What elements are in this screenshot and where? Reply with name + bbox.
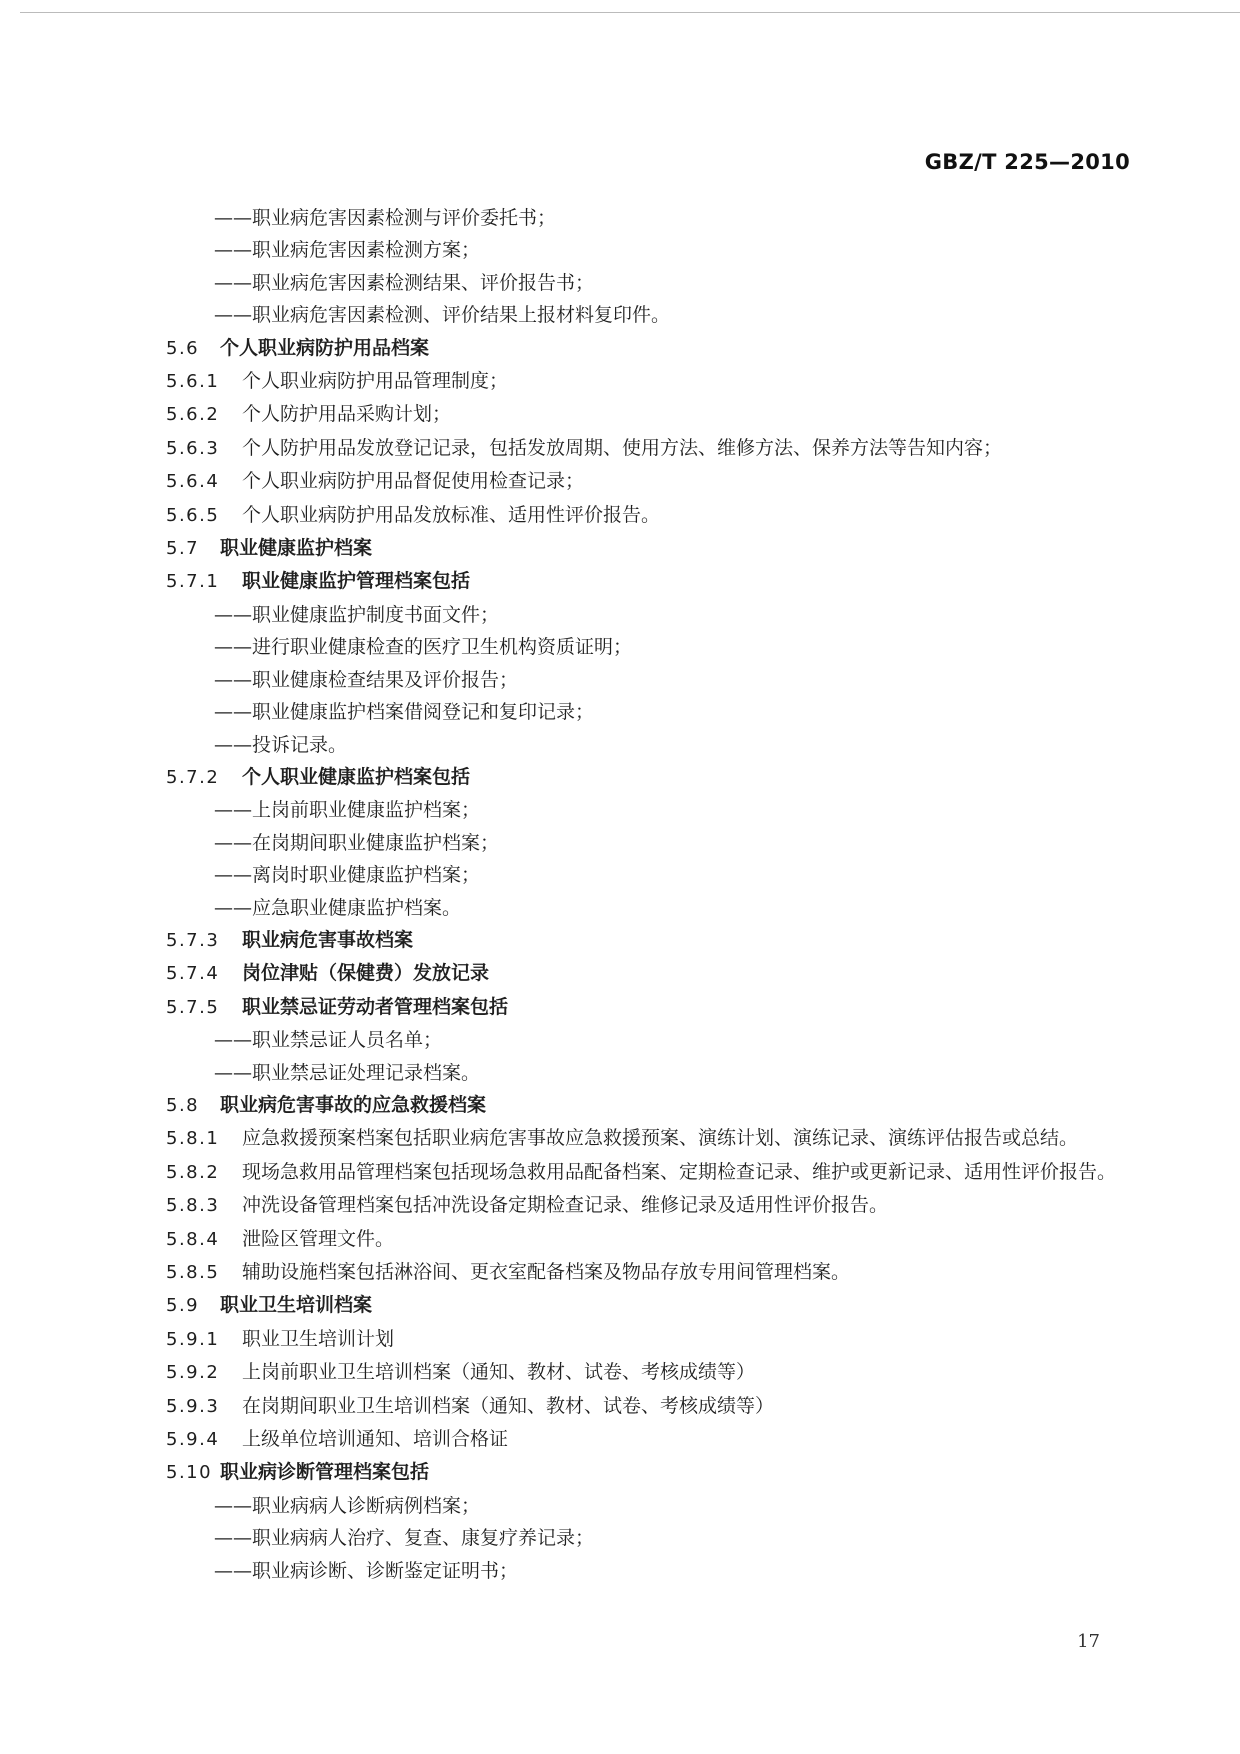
standard-code: GBZ/T 225—2010 bbox=[924, 150, 1130, 174]
list-item bbox=[166, 794, 1126, 826]
list-item bbox=[166, 599, 1126, 631]
clause-item bbox=[166, 565, 1126, 598]
list-item bbox=[166, 1490, 1126, 1522]
clause-text: 泄险区管理文件。 bbox=[242, 1227, 395, 1250]
list-item-text: ——职业健康监护制度书面文件； bbox=[214, 603, 500, 626]
clause-text: 职业病危害事故档案 bbox=[242, 928, 414, 951]
clause-number: 5.7.5 bbox=[166, 996, 220, 1018]
list-item bbox=[166, 267, 1126, 299]
clause-item bbox=[166, 1256, 1126, 1289]
clause-item bbox=[166, 1289, 1126, 1322]
clause-item bbox=[166, 532, 1126, 565]
clause-number: 5.8.1 bbox=[166, 1128, 220, 1150]
clause-text: 职业病诊断管理档案包括 bbox=[220, 1461, 430, 1484]
clause-number: 5.9.2 bbox=[166, 1362, 220, 1384]
clause-number: 5.6.4 bbox=[166, 471, 220, 493]
clause-item bbox=[166, 398, 1126, 431]
clause-number: 5.7.1 bbox=[166, 571, 220, 593]
clause-text: 个人职业病防护用品档案 bbox=[220, 336, 430, 359]
list-item-text: ——职业健康检查结果及评价报告； bbox=[214, 668, 519, 691]
clause-number: 5.10 bbox=[166, 1462, 213, 1484]
list-item bbox=[166, 299, 1126, 331]
list-item bbox=[166, 892, 1126, 924]
clause-item bbox=[166, 1323, 1126, 1356]
clause-item bbox=[166, 499, 1126, 532]
page-number: 17 bbox=[1077, 1631, 1100, 1652]
list-item bbox=[166, 859, 1126, 891]
clause-number: 5.8.3 bbox=[166, 1195, 220, 1217]
clause-text: 上岗前职业卫生培训档案（通知、教材、试卷、考核成绩等） bbox=[242, 1361, 756, 1384]
clause-text: 应急救援预案档案包括职业病危害事故应急救援预案、演练计划、演练记录、演练评估报告或总结。 bbox=[242, 1127, 1079, 1150]
list-item-text: ——在岗期间职业健康监护档案； bbox=[214, 831, 500, 854]
list-item bbox=[166, 1555, 1126, 1587]
clause-item bbox=[166, 1189, 1126, 1222]
list-item bbox=[166, 664, 1126, 696]
clause-text: 职业健康监护档案 bbox=[220, 537, 373, 560]
clause-item bbox=[166, 761, 1126, 794]
list-item-text: ——上岗前职业健康监护档案； bbox=[214, 799, 481, 822]
clause-item bbox=[166, 465, 1126, 498]
list-item bbox=[166, 234, 1126, 266]
list-item-text: ——职业病危害因素检测、评价结果上报材料复印件。 bbox=[214, 304, 671, 327]
clause-text: 在岗期间职业卫生培训档案（通知、教材、试卷、考核成绩等） bbox=[242, 1394, 775, 1417]
list-item-text: ——职业病诊断、诊断鉴定证明书； bbox=[214, 1559, 519, 1582]
list-item-text: ——职业病危害因素检测方案； bbox=[214, 239, 481, 262]
clause-number: 5.9.1 bbox=[166, 1328, 220, 1350]
clause-text: 职业健康监护管理档案包括 bbox=[242, 570, 471, 593]
clause-text: 职业卫生培训计划 bbox=[242, 1327, 395, 1350]
clause-number: 5.9 bbox=[166, 1295, 200, 1317]
clause-item bbox=[166, 1456, 1126, 1489]
clause-item bbox=[166, 332, 1126, 365]
clause-item bbox=[166, 991, 1126, 1024]
list-item-text: ——投诉记录。 bbox=[214, 733, 348, 756]
clause-text: 个人防护用品发放登记记录，包括发放周期、使用方法、维修方法、保养方法等告知内容； bbox=[242, 436, 1003, 459]
clause-text: 职业病危害事故的应急救援档案 bbox=[220, 1093, 487, 1116]
clause-text: 个人职业病防护用品发放标准、适用性评价报告。 bbox=[242, 503, 661, 526]
clause-item bbox=[166, 924, 1126, 957]
clause-text: 职业卫生培训档案 bbox=[220, 1294, 373, 1317]
list-item bbox=[166, 696, 1126, 728]
list-item-text: ——职业病病人诊断病例档案； bbox=[214, 1494, 481, 1517]
document-body bbox=[166, 202, 1126, 1587]
list-item-text: ——职业病危害因素检测与评价委托书； bbox=[214, 207, 557, 229]
clause-number: 5.6.5 bbox=[166, 504, 220, 526]
clause-number: 5.9.3 bbox=[166, 1395, 220, 1417]
clause-number: 5.6.2 bbox=[166, 404, 220, 426]
list-item-text: ——离岗时职业健康监护档案； bbox=[214, 864, 481, 887]
list-item-text: ——职业健康监护档案借阅登记和复印记录； bbox=[214, 701, 595, 724]
clause-item bbox=[166, 365, 1126, 398]
clause-item bbox=[166, 1223, 1126, 1256]
list-item-text: ——应急职业健康监护档案。 bbox=[214, 896, 462, 919]
list-item-text: ——职业病危害因素检测结果、评价报告书； bbox=[214, 271, 595, 294]
clause-number: 5.8 bbox=[166, 1094, 200, 1116]
clause-number: 5.6 bbox=[166, 337, 200, 359]
clause-item bbox=[166, 1156, 1126, 1189]
list-item bbox=[166, 631, 1126, 663]
clause-number: 5.6.1 bbox=[166, 371, 220, 393]
clause-item bbox=[166, 1122, 1126, 1155]
clause-text: 个人职业健康监护档案包括 bbox=[242, 765, 471, 788]
clause-text: 个人职业病防护用品督促使用检查记录； bbox=[242, 470, 585, 493]
clause-number: 5.8.2 bbox=[166, 1161, 220, 1183]
clause-text: 冲洗设备管理档案包括冲洗设备定期检查记录、维修记录及适用性评价报告。 bbox=[242, 1194, 889, 1217]
clause-item bbox=[166, 1390, 1126, 1423]
list-item bbox=[166, 1024, 1126, 1056]
clause-number: 5.7 bbox=[166, 538, 200, 560]
clause-text: 个人职业病防护用品管理制度； bbox=[242, 370, 509, 393]
clause-number: 5.6.3 bbox=[166, 437, 220, 459]
clause-item bbox=[166, 1089, 1126, 1122]
clause-item bbox=[166, 432, 1126, 465]
top-rule bbox=[20, 12, 1240, 13]
clause-number: 5.7.3 bbox=[166, 929, 220, 951]
clause-number: 5.8.4 bbox=[166, 1228, 220, 1250]
clause-number: 5.9.4 bbox=[166, 1429, 220, 1451]
clause-text: 个人防护用品采购计划； bbox=[242, 403, 452, 426]
list-item bbox=[166, 1057, 1126, 1089]
list-item bbox=[166, 827, 1126, 859]
list-item-text: ——职业禁忌证人员名单； bbox=[214, 1029, 443, 1052]
list-item bbox=[166, 202, 1126, 234]
clause-number: 5.8.5 bbox=[166, 1262, 220, 1283]
list-item-text: ——进行职业健康检查的医疗卫生机构资质证明； bbox=[214, 636, 633, 659]
clause-text: 现场急救用品管理档案包括现场急救用品配备档案、定期检查记录、维护或更新记录、适用性评价报告。 bbox=[242, 1160, 1117, 1183]
clause-text: 岗位津贴（保健费）发放记录 bbox=[242, 962, 490, 985]
list-item-text: ——职业禁忌证处理记录档案。 bbox=[214, 1061, 481, 1084]
list-item-text: ——职业病病人治疗、复查、康复疗养记录； bbox=[214, 1527, 595, 1550]
clause-item bbox=[166, 1423, 1126, 1456]
clause-item bbox=[166, 957, 1126, 990]
clause-number: 5.7.2 bbox=[166, 766, 220, 788]
clause-text: 上级单位培训通知、培训合格证 bbox=[242, 1428, 509, 1451]
clause-item bbox=[166, 1356, 1126, 1389]
clause-text: 职业禁忌证劳动者管理档案包括 bbox=[242, 995, 509, 1018]
clause-text: 辅助设施档案包括淋浴间、更衣室配备档案及物品存放专用间管理档案。 bbox=[242, 1261, 851, 1283]
clause-number: 5.7.4 bbox=[166, 963, 220, 985]
list-item bbox=[166, 729, 1126, 761]
list-item bbox=[166, 1522, 1126, 1554]
